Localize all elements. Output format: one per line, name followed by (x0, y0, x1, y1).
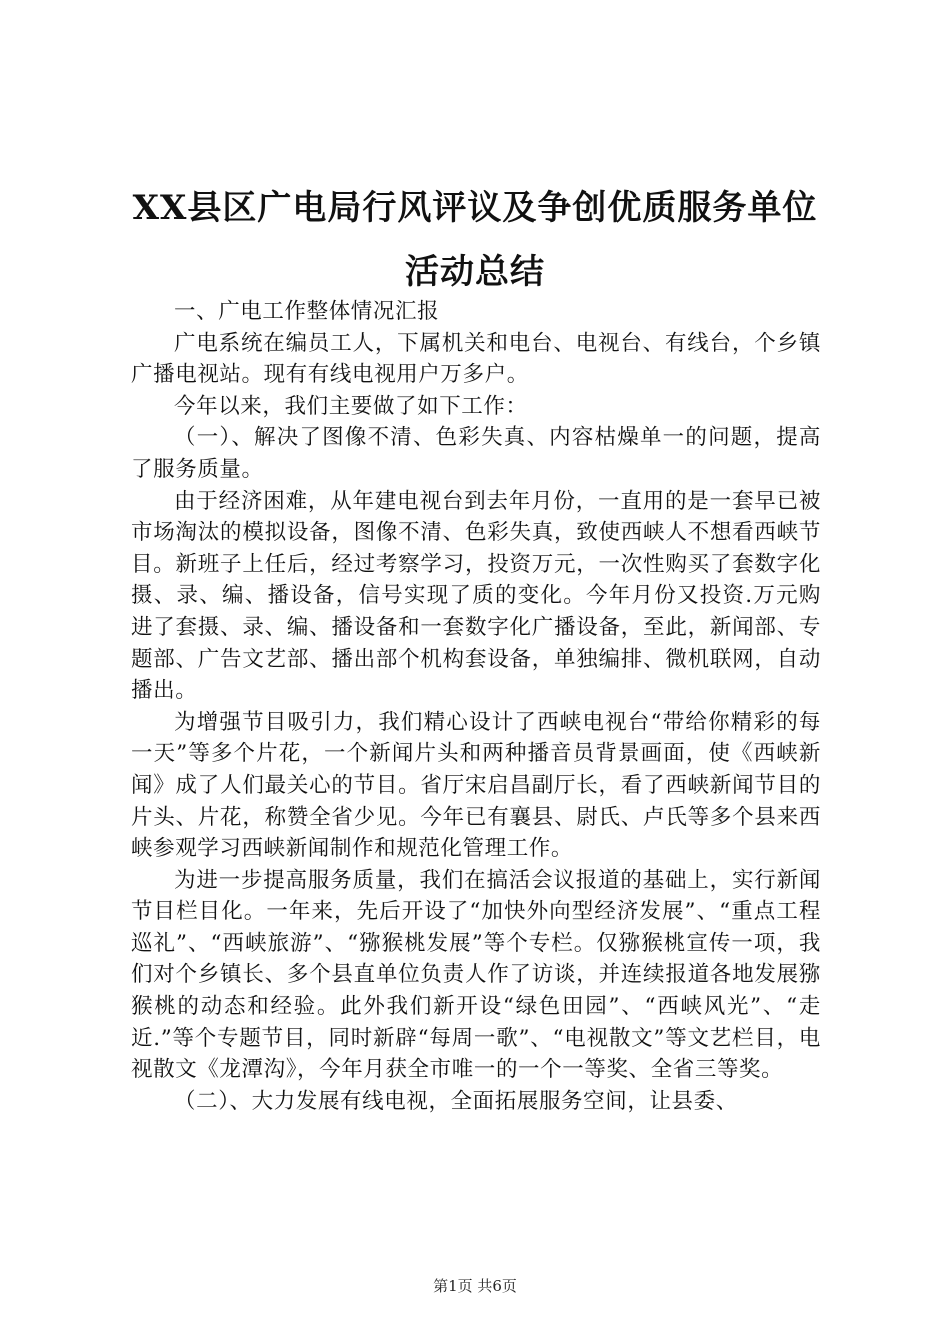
subsection-heading: （二）、大力发展有线电视，全面拓展服务空间，让县委、 (174, 1088, 738, 1114)
paragraph: 广电系统在编员工人，下属机关和电台、电视台、有线台，个乡镇广播电视站。现有有线电视用户万多户。 (131, 330, 821, 388)
paragraph: 为增强节目吸引力，我们精心设计了西峡电视台“带给你精彩的每一天”等多个片花，一个新闻片头和两种播音员背景画面，使《西峡新闻》成了人们最关心的节目。省厅宋启昌副厅长，看了西峡新闻节目的片头、片花，称赞全省少见。今年已有襄县、尉氏、卢氏等多个县来西峡参观学习西峡新闻制作和规范化管理工作。 (131, 709, 821, 862)
subsection-heading: （一）、解决了图像不清、色彩失真、内容枯燥单一的问题，提高了服务质量。 (131, 425, 821, 482)
paragraph: 今年以来，我们主要做了如下工作： (174, 393, 528, 419)
page-footer: 第1页 共6页 (433, 1277, 517, 1295)
document-body (131, 296, 821, 1117)
paragraph: 为进一步提高服务质量，我们在搞活会议报道的基础上，实行新闻节目栏目化。一年来，先后开设了“加快外向型经济发展”、“重点工程巡礼”、“西峡旅游”、“猕猴桃发展”等个专栏。仅猕猴桃宣传一项，我们对个乡镇长、多个县直单位负责人作了访谈，并连续报道各地发展猕猴桃的动态和经验。此外我们新开设“绿色田园”、“西峡风光”、“走近.”等个专题节目，同时新辟“每周一歌”、“电视散文”等文艺栏目，电视散文《龙潭沟》，今年月获全市唯一的一个一等奖、全省三等奖。 (131, 867, 821, 1083)
paragraph: 由于经济困难，从年建电视台到去年月份，一直用的是一套早已被市场淘汰的模拟设备，图像不清、色彩失真，致使西峡人不想看西峡节目。新班子上任后，经过考察学习，投资万元，一次性购买了套数字化摄、录、编、播设备，信号实现了质的变化。今年月份又投资.万元购进了套摄、录、编、播设备和一套数字化广播设备，至此，新闻部、专题部、广告文艺部、播出部个机构套设备，单独编排、微机联网，自动播出。 (131, 488, 821, 704)
document-title-line-2: 活动总结 (405, 252, 545, 292)
document-title-line-1: XX县区广电局行风评议及争创优质服务单位 (132, 188, 818, 228)
section-heading: 一、广电工作整体情况汇报 (174, 299, 440, 324)
